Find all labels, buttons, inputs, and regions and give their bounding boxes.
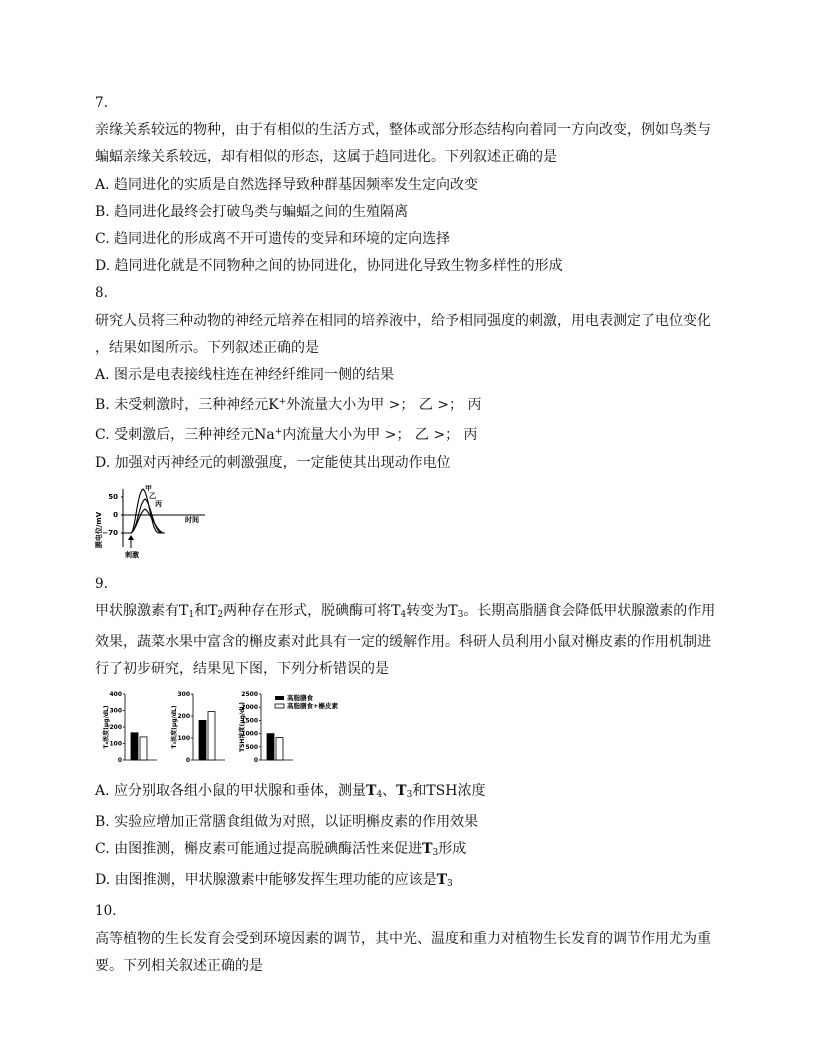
- option-text: 形成: [438, 841, 467, 858]
- question-stem: 要。下列相关叙述正确的是: [95, 957, 263, 974]
- question-stem: 亲缘关系较远的物种，由于有相似的生活方式，整体或部分形态结构向着同一方向改变，例如鸟类与: [95, 122, 711, 139]
- y-tick-label: 200: [109, 723, 122, 731]
- option-text: A. 应分别取各组小鼠的甲状腺和垂体，测量: [95, 782, 367, 799]
- y-tick-label: 0: [253, 756, 258, 764]
- y-tick-label: 1500: [241, 717, 258, 725]
- x-axis-label: 时间: [185, 515, 199, 524]
- option-text: 内流量大小为甲 >； 乙 >； 丙: [282, 427, 478, 444]
- y-tick-label: 0: [117, 756, 122, 764]
- y-tick-label: 400: [109, 690, 122, 698]
- option-text: T: [396, 782, 407, 799]
- curve-label-yi: 乙: [149, 491, 156, 500]
- y-tick-label: 300: [109, 707, 122, 715]
- option-text: T: [436, 872, 448, 889]
- question-stem: 效果，蔬菜水果中富含的槲皮素对此具有一定的缓解作用。科研人员利用小鼠对槲皮素的作用机制进: [95, 634, 711, 651]
- question-9: [95, 571, 725, 899]
- question-stem: ，结果如图所示。下列叙述正确的是: [95, 339, 319, 356]
- bar-quercetin: [140, 737, 147, 760]
- y-tick-label: 300: [177, 690, 190, 698]
- legend-swatch-quercetin: [275, 704, 284, 708]
- y-axis-label: T₃浓度(μg/dL): [171, 705, 178, 749]
- option-b[interactable]: B. 趋同进化最终会打破鸟类与蝙蝠之间的生殖隔离: [95, 203, 409, 220]
- option-text: C. 受刺激后，三种神经元Na: [95, 427, 275, 444]
- stem-text: 。长期高脂膳食会降低甲状腺激素的作用: [463, 603, 716, 620]
- option-text: D. 由图推测，甲状腺激素中能够发挥生理功能的应该是: [95, 872, 437, 889]
- question-number: 8.: [95, 285, 108, 302]
- option-a[interactable]: A. 趋同进化的实质是自然选择导致种群基因频率发生定向改变: [95, 176, 479, 193]
- option-d[interactable]: D. 加强对丙神经元的刺激强度，一定能使其出现动作电位: [95, 454, 451, 471]
- question-number: 9.: [95, 575, 108, 592]
- option-text: T: [422, 841, 433, 858]
- option-b[interactable]: [95, 389, 725, 419]
- subscript: 3: [432, 848, 439, 859]
- option-text: 、: [382, 782, 397, 799]
- subscript: 1: [188, 610, 195, 621]
- stem-text: 两种存在形式，脱碘酶可将T: [223, 603, 401, 620]
- stem-text: 甲状腺激素有T: [95, 603, 189, 620]
- legend-label: 高脂膳食+槲皮素: [287, 701, 338, 710]
- option-c[interactable]: [95, 836, 725, 867]
- y-tick-label: 200: [177, 712, 190, 720]
- membrane-potential-figure: [95, 485, 215, 563]
- option-c[interactable]: [95, 419, 725, 449]
- option-d[interactable]: D. 趋同进化就是不同物种之间的协同进化，协同进化导致生物多样性的形成: [95, 258, 563, 275]
- y-tick-label: 1000: [241, 730, 258, 738]
- subscript: 3: [447, 879, 453, 890]
- question-stem: 高等植物的生长发育会受到环境因素的调节，其中光、温度和重力对植物生长发育的调节作用尤为重: [95, 930, 711, 947]
- option-text: C. 由图推测，槲皮素可能通过提高脱碘酶活性来促进: [95, 841, 423, 858]
- legend: [275, 693, 338, 710]
- y-tick-label: 0: [185, 756, 190, 764]
- stem-text: 和T: [194, 603, 218, 620]
- y-axis-label: TSH浓度(μg/dL): [239, 701, 246, 752]
- option-a[interactable]: [95, 778, 725, 809]
- bar-quercetin: [276, 737, 283, 759]
- y-tick-label: 2000: [241, 703, 258, 711]
- curve-jia: [123, 489, 165, 533]
- question-stem: 行了初步研究，结果见下图，下列分析错误的是: [95, 661, 389, 678]
- bar-quercetin: [208, 711, 215, 759]
- bar-high-fat: [199, 720, 206, 760]
- bar-high-fat: [267, 733, 274, 759]
- y-axis-label: 膜电位/mV: [95, 511, 103, 548]
- stimulus-label: 刺激: [125, 550, 139, 559]
- subscript: 4: [400, 610, 407, 621]
- option-text: 和TSH浓度: [412, 782, 486, 799]
- hormone-bar-charts: [95, 688, 355, 768]
- curve-label-bing: 丙: [155, 499, 162, 508]
- option-text: B. 未受刺激时，三种神经元K: [95, 397, 279, 414]
- bar-high-fat: [131, 732, 138, 759]
- question-10: [95, 898, 725, 980]
- question-page: [95, 90, 725, 980]
- subscript: 3: [457, 610, 464, 621]
- question-stem: 蝙蝠亲缘关系较远，却有相似的形态，这属于趋同进化。下列叙述正确的是: [95, 149, 557, 166]
- option-b[interactable]: B. 实验应增加正常膳食组做为对照，以证明槲皮素的作用效果: [95, 813, 479, 830]
- y-axis-label: T₄浓度(μg/dL): [103, 705, 110, 749]
- option-c[interactable]: C. 趋同进化的形成离不开可遗传的变异和环境的定向选择: [95, 231, 451, 248]
- question-number: 7.: [95, 95, 108, 111]
- y-tick-label: 500: [245, 743, 258, 751]
- y-tick-label: 50: [108, 492, 118, 501]
- subscript: 3: [406, 789, 413, 800]
- stimulus-arrowhead: [128, 535, 134, 540]
- question-7: [95, 90, 725, 280]
- y-tick-label: 100: [177, 734, 190, 742]
- legend-swatch-high-fat: [275, 696, 284, 700]
- option-a[interactable]: A. 图示是电表接线柱连在神经纤维同一侧的结果: [95, 367, 395, 384]
- question-8: [95, 280, 725, 570]
- option-d[interactable]: [95, 867, 725, 898]
- question-number: 10.: [95, 903, 117, 920]
- subscript: 4: [376, 789, 383, 800]
- option-text: 外流量大小为甲 >； 乙 >； 丙: [286, 397, 482, 414]
- legend-label: 高脂膳食: [287, 693, 313, 702]
- curve-label-jia: 甲: [145, 484, 152, 492]
- stem-text: 转变为T: [406, 603, 458, 620]
- y-tick-label: 2500: [241, 690, 258, 698]
- superscript: +: [274, 427, 283, 438]
- question-stem: 研究人员将三种动物的神经元培养在相同的培养液中，给予相同强度的刺激，用电表测定了电位变化: [95, 312, 711, 329]
- question-stem: [95, 598, 725, 629]
- subscript: 2: [217, 610, 224, 621]
- y-tick-label: 100: [109, 740, 122, 748]
- y-tick-label: 0: [113, 510, 118, 519]
- y-tick-label: −70: [102, 528, 118, 537]
- option-text: T: [366, 782, 377, 799]
- superscript: +: [278, 397, 287, 408]
